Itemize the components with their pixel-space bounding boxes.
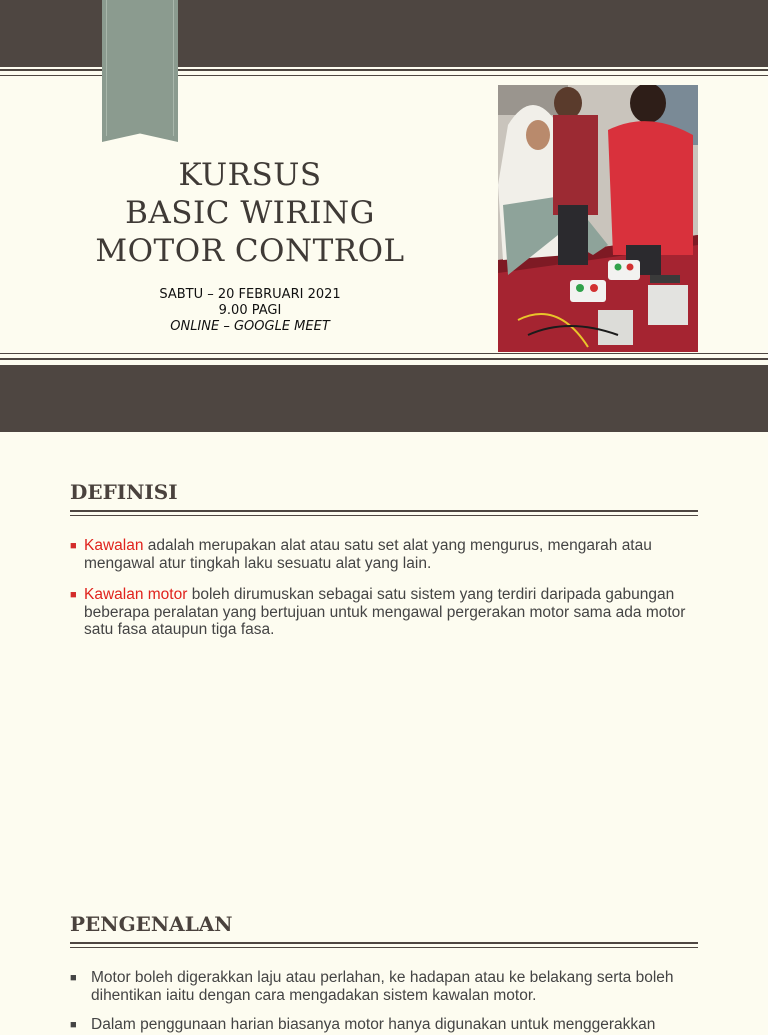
list-item [70, 1016, 700, 1034]
pengenalan-rule-thin [70, 947, 698, 948]
bullet-marker: ■ [70, 540, 77, 552]
title-slide [0, 0, 768, 432]
event-venue: ONLINE – GOOGLE MEET [170, 319, 330, 334]
definition-text: boleh dirumuskan sebagai satu sistem yang terdiri daripada gabungan beberapa peralatan yang bertujuan untuk mengawal pergerakan motor sama ada motor satu fasa ataupun tiga fasa. [84, 586, 686, 638]
bottom-band [0, 365, 768, 432]
workshop-photo [498, 85, 698, 352]
bottom-rule-thin [0, 353, 768, 354]
list-item [70, 537, 700, 572]
definisi-list [70, 537, 700, 639]
course-title [60, 156, 440, 270]
list-item [70, 586, 700, 639]
pengenalan-rule-thick [70, 942, 698, 944]
definisi-rule-thick [70, 510, 698, 512]
bullet-marker: ■ [70, 1019, 77, 1031]
term-highlight: Kawalan [84, 537, 144, 554]
pengenalan-heading: PENGENALAN [70, 912, 233, 936]
workshop-photo-illustration [498, 85, 698, 352]
term-highlight: Kawalan motor [84, 586, 188, 603]
intro-text: Dalam penggunaan harian biasanya motor hanya digunakan untuk menggerakkan [91, 1016, 656, 1033]
ribbon-stitch [106, 0, 174, 136]
definition-text: adalah merupakan alat atau satu set alat yang mengurus, mengarah atau mengawal atur tingkah laku sesuatu alat yang lain. [84, 537, 652, 572]
title-line: KURSUS [178, 157, 322, 193]
definisi-heading: DEFINISI [70, 480, 178, 504]
list-item [70, 969, 700, 1004]
title-line: BASIC WIRING [125, 195, 375, 231]
bullet-marker: ■ [70, 589, 77, 601]
event-time: 9.00 PAGI [218, 303, 282, 318]
event-details [100, 287, 400, 335]
bullet-marker: ■ [70, 972, 77, 984]
title-line: MOTOR CONTROL [95, 233, 405, 269]
intro-text: Motor boleh digerakkan laju atau perlahan, ke hadapan atau ke belakang serta boleh dihentikan iaitu dengan cara mengadakan sistem kawalan motor. [91, 969, 674, 1004]
definisi-rule-thin [70, 515, 698, 516]
event-date: SABTU – 20 FEBRUARI 2021 [159, 287, 341, 302]
bottom-rule-thick [0, 358, 768, 360]
